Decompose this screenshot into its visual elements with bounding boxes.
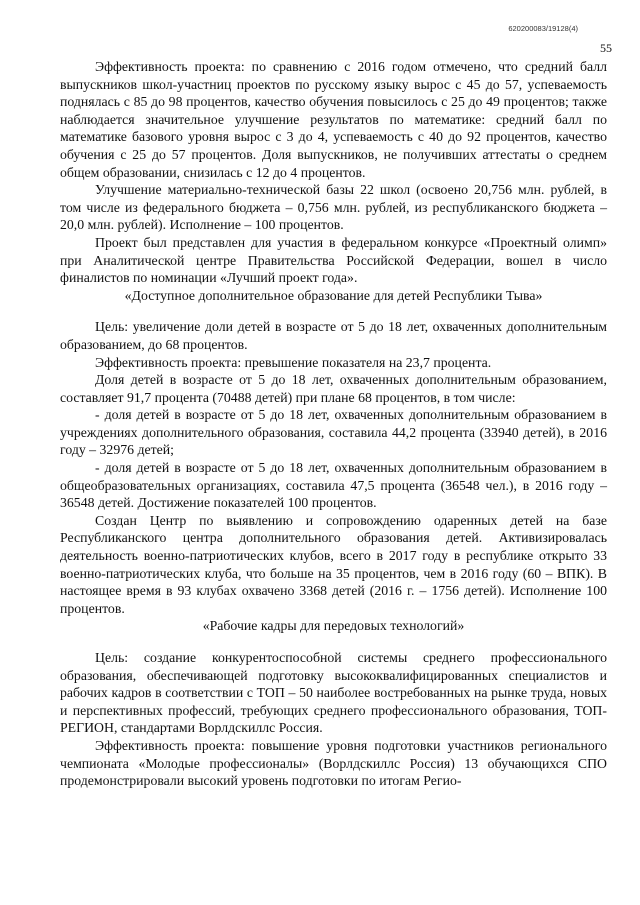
paragraph-goal: Цель: увеличение доли детей в возрасте от 5 до 18 лет, охваченных дополнительным образованием, до 68 процентов. (60, 319, 607, 352)
paragraph-center-created: Создан Центр по выявлению и сопровождению одаренных детей на базе Республиканского центра дополнительного образования детей. Активизировалась деятельность военно-патриотических клубов, всего в 2017 году в республике открыто 33 военно-патриотических клуба, что больше на 35 процентов, чем в 2016 году (60 – ВПК). В настоящее время в 93 клубах охвачено 3368 детей (2016 г. – 1756 детей). Исполнение 100 процентов. (60, 512, 607, 616)
paragraph-goal: Цель: создание конкурентоспособной системы среднего профессионального образования, обеспечивающей подготовку высококвалифицированных специалистов и рабочих кадров в соответствии с ТОП – 50 наиболее востребованных на рынке труда, новых и перспективных профессий, требующих среднего профессионального образования, ТОП-РЕГИОН, стандартами Ворлдскиллс Россия. (60, 650, 607, 736)
section-heading-additional-education: «Доступное дополнительное образование для детей Республики Тыва» (124, 287, 543, 303)
page-number: 55 (600, 41, 612, 55)
document-id: 620200083/19128(4) (508, 24, 578, 33)
paragraph-share-children: Доля детей в возрасте от 5 до 18 лет, охваченных дополнительным образованием, составляет 91,7 процента (70488 детей) при плане 68 процентов, в том числе: (60, 372, 607, 405)
paragraph-material-base: Улучшение материально-технической базы 22 школ (освоено 20,756 млн. рублей, в том числе из федерального бюджета – 0,756 млн. рублей, из республиканского бюджета – 20,0 млн. рублей). Исполнение – 100 процентов. (60, 182, 607, 233)
section-heading-workforce: «Рабочие кадры для передовых технологий» (202, 618, 465, 634)
list-item: - доля детей в возрасте от 5 до 18 лет, охваченных дополнительным образованием в учреждениях дополнительного образования, составила 44,2 процента (33940 детей), в 2016 году – 32976 детей; (60, 407, 607, 458)
list-item: - доля детей в возрасте от 5 до 18 лет, охваченных дополнительным образованием в общеобразовательных организациях, составила 47,5 процента (36548 чел.), в 2016 году – 36548 детей. Достижение показателей 100 процентов. (60, 460, 607, 511)
paragraph-project-olymp: Проект был представлен для участия в федеральном конкурсе «Проектный олимп» при Аналитической центре Правительства Российской Федерации, вошел в число финалистов по номинации «Лучший проект года». (60, 234, 607, 286)
page-body (60, 58, 607, 790)
paragraph-effectiveness: Эффективность проекта: превышение показателя на 23,7 процента. (95, 354, 492, 370)
paragraph-effectiveness: Эффективность проекта: повышение уровня подготовки участников регионального чемпионата «Молодые профессионалы» (Ворлдскиллс Россия) 13 обучающихся СПО продемонстрировали высокий уровень подготовки по итогам Регио- (60, 737, 607, 789)
paragraph-effectiveness: Эффективность проекта: по сравнению с 2016 годом отмечено, что средний балл выпускников школ-участниц проектов по русскому языку вырос с 45 до 57, успеваемость поднялась с 85 до 98 процентов, качество обучения повысилось с 25 до 49 процентов; также наблюдается значительное улучшение результатов по математике: средний балл по математике базового уровня вырос с 3 до 4, успеваемость с 40 до 92 процентов, качество обучения с 25 до 57 процентов. Доля выпускников, не получивших аттестаты о среднем общем образовании, снизилась с 12 до 4 процентов. (60, 59, 607, 180)
